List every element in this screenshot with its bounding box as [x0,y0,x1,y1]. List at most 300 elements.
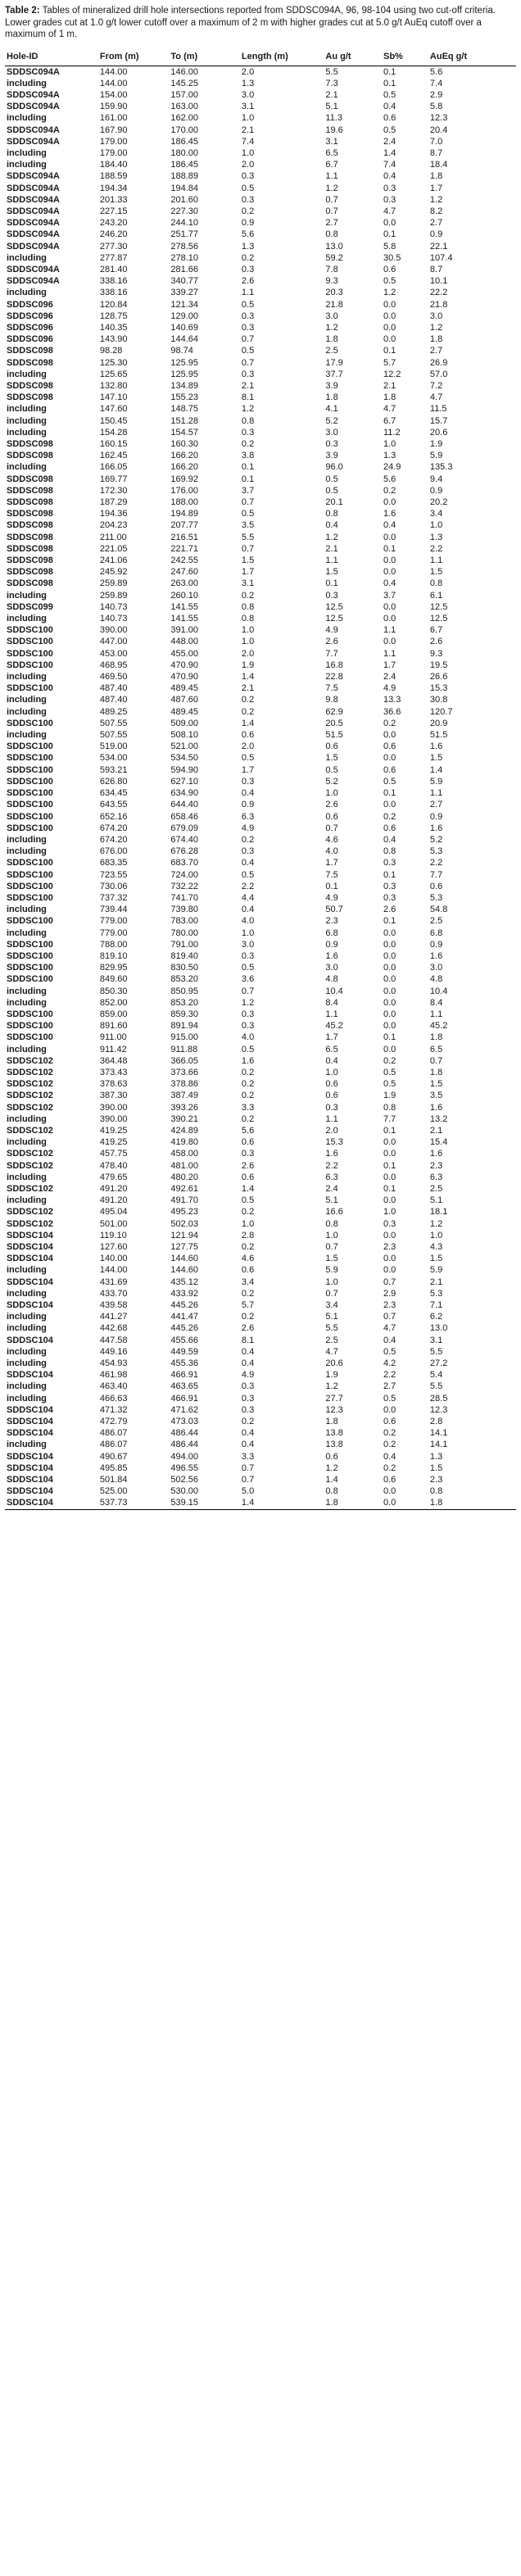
cell-to: 911.88 [170,1044,198,1054]
table-row [5,648,516,660]
cell-sb: 0.5 [383,1393,396,1404]
table-row [5,543,516,555]
cell-sb: 0.8 [383,846,396,857]
cell-length: 0.2 [241,695,255,705]
cell-sb: 0.0 [383,974,396,985]
cell-au: 0.6 [325,1091,338,1101]
cell-length: 0.9 [241,218,255,229]
table-row [5,1218,516,1230]
cell-to: 470.90 [170,672,199,683]
cell-sb: 0.5 [383,1346,396,1357]
table-row [5,183,516,194]
table-row [5,1090,516,1101]
cell-length: 0.6 [241,1265,255,1276]
table-row [5,1148,516,1159]
cell-sb: 0.0 [383,614,396,624]
cell-length: 3.4 [241,1277,255,1287]
cell-to: 470.90 [170,660,199,670]
table-row [5,613,516,624]
cell-to: 160.30 [170,439,199,449]
table-row [5,170,516,182]
cell-au: 3.0 [325,427,338,438]
cell-to: 180.00 [170,147,199,158]
cell-to: 530.00 [170,1486,199,1497]
cell-au: 6.5 [325,1044,338,1054]
cell-length: 0.2 [241,252,255,263]
cell-au: 0.1 [325,881,338,891]
cell-length: 1.4 [241,672,255,683]
cell-aueq: 20.2 [429,497,448,508]
cell-length: 0.7 [241,334,255,345]
table-row [5,857,516,868]
cell-to: 141.55 [170,614,199,624]
cell-length: 1.3 [241,241,255,252]
cell-au: 0.8 [325,1486,338,1497]
cell-from: 98.28 [99,346,123,356]
cell-from: 490.67 [99,1451,128,1462]
cell-to: 260.10 [170,590,199,601]
cell-hole-id: SDDSC098 [7,567,53,578]
cell-hole-id: SDDSC094A [7,125,60,135]
cell-hole-id: SDDSC098 [7,532,53,542]
cell-hole-id: SDDSC102 [7,1184,53,1194]
cell-from: 852.00 [99,997,128,1008]
cell-to: 683.70 [170,858,199,868]
cell-aueq: 3.1 [429,1335,443,1345]
cell-from: 125.65 [99,369,128,379]
cell-from: 626.80 [99,776,128,787]
cell-sb: 1.0 [383,439,396,449]
cell-sb: 2.4 [383,136,396,147]
cell-length: 1.0 [241,1218,255,1229]
cell-to: 819.40 [170,950,199,961]
cell-hole-id: including [7,706,47,717]
cell-from: 507.55 [99,730,128,741]
cell-au: 0.3 [325,1102,338,1113]
cell-hole-id: including [7,1288,47,1299]
cell-aueq: 13.2 [429,1113,448,1124]
cell-from: 390.00 [99,1102,128,1113]
cell-au: 6.7 [325,160,338,170]
cell-length: 0.2 [241,1113,255,1124]
cell-sb: 0.5 [383,776,396,787]
cell-length: 3.3 [241,1451,255,1462]
cell-to: 627.10 [170,776,199,787]
cell-length: 3.1 [241,578,255,589]
cell-length: 0.6 [241,730,255,741]
cell-length: 0.3 [241,1021,255,1032]
cell-hole-id: SDDSC100 [7,718,53,728]
cell-hole-id: SDDSC094A [7,66,60,77]
cell-hole-id: including [7,1044,47,1054]
cell-from: 486.07 [99,1428,128,1439]
cell-sb: 2.7 [383,1381,396,1392]
cell-length: 3.0 [241,89,255,100]
cell-length: 0.7 [241,1463,255,1473]
cell-from: 643.55 [99,800,128,810]
table-row [5,264,516,275]
table-row [5,275,516,287]
cell-length: 0.4 [241,1358,255,1369]
cell-aueq: 6.5 [429,1044,443,1054]
header-hole-id: Hole-ID [5,48,98,66]
cell-length: 0.3 [241,311,255,321]
cell-aueq: 26.9 [429,357,448,368]
cell-sb: 7.4 [383,160,396,170]
cell-aueq: 5.5 [429,1381,443,1392]
cell-aueq: 5.6 [429,66,443,77]
cell-length: 8.1 [241,1335,255,1345]
cell-au: 15.3 [325,1137,343,1148]
cell-hole-id: SDDSC104 [7,1486,53,1497]
cell-from: 143.90 [99,334,128,345]
cell-au: 37.7 [325,369,343,379]
table-row [5,869,516,881]
cell-length: 1.0 [241,625,255,636]
cell-hole-id: SDDSC104 [7,1300,53,1311]
cell-sb: 0.2 [383,1440,396,1450]
cell-sb: 0.8 [383,1102,396,1113]
cell-au: 1.2 [325,322,338,333]
table-row [5,125,516,136]
cell-au: 13.8 [325,1440,343,1450]
cell-length: 0.4 [241,1346,255,1357]
table-row [5,229,516,240]
cell-sb: 0.4 [383,520,396,531]
cell-aueq: 1.5 [429,1254,443,1264]
cell-length: 1.1 [241,288,255,298]
cell-to: 455.66 [170,1335,199,1345]
table-row [5,485,516,497]
cell-to: 739.80 [170,905,199,915]
cell-from: 419.25 [99,1137,128,1148]
cell-to: 145.25 [170,78,199,88]
cell-au: 0.7 [325,823,338,833]
cell-au: 1.0 [325,1230,338,1240]
cell-au: 1.5 [325,567,338,578]
cell-to: 480.20 [170,1172,199,1182]
cell-hole-id: including [7,415,47,426]
cell-length: 2.8 [241,1230,255,1240]
cell-from: 507.55 [99,718,128,728]
cell-length: 0.2 [241,1067,255,1077]
cell-aueq: 1.8 [429,334,443,345]
cell-sb: 1.4 [383,147,396,158]
cell-aueq: 1.5 [429,1463,443,1473]
cell-hole-id: SDDSC104 [7,1428,53,1439]
cell-to: 502.03 [170,1218,199,1229]
cell-length: 0.3 [241,1149,255,1159]
table-row [5,1032,516,1043]
cell-length: 1.7 [241,567,255,578]
cell-sb: 1.2 [383,288,396,298]
cell-sb: 24.9 [383,462,401,473]
cell-aueq: 1.3 [429,532,443,542]
cell-sb: 0.0 [383,1172,396,1182]
cell-aueq: 3.0 [429,311,443,321]
cell-from: 172.30 [99,485,128,496]
table-row [5,973,516,985]
cell-length: 1.7 [241,764,255,775]
cell-au: 2.6 [325,637,338,647]
table-row [5,461,516,473]
cell-from: 147.60 [99,404,128,415]
cell-hole-id: SDDSC098 [7,485,53,496]
cell-hole-id: SDDSC102 [7,1091,53,1101]
cell-to: 676.28 [170,846,199,857]
cell-to: 489.45 [170,683,199,694]
cell-sb: 0.1 [383,66,396,77]
table-row [5,950,516,962]
table-row [5,1311,516,1322]
table-header-row [5,48,516,66]
cell-length: 0.1 [241,474,255,484]
cell-aueq: 45.2 [429,1021,448,1032]
cell-to: 521.00 [170,742,199,752]
cell-hole-id: including [7,672,47,683]
cell-from: 184.40 [99,160,128,170]
cell-aueq: 13.0 [429,1323,448,1334]
cell-au: 45.2 [325,1021,343,1032]
cell-to: 791.00 [170,939,199,950]
cell-to: 194.84 [170,183,199,193]
cell-au: 4.9 [325,892,338,903]
cell-length: 2.2 [241,881,255,891]
cell-hole-id: SDDSC098 [7,357,53,368]
cell-to: 424.89 [170,1125,199,1136]
cell-aueq: 12.5 [429,601,448,612]
cell-aueq: 2.3 [429,1160,443,1171]
cell-from: 227.15 [99,206,128,216]
cell-au: 1.0 [325,788,338,799]
cell-aueq: 6.3 [429,1172,443,1182]
cell-sb: 0.2 [383,811,396,822]
table-row [5,403,516,415]
cell-length: 0.3 [241,322,255,333]
cell-aueq: 7.1 [429,1300,443,1311]
cell-hole-id: SDDSC100 [7,892,53,903]
cell-length: 0.5 [241,509,255,519]
cell-from: 471.32 [99,1404,128,1415]
cell-to: 486.44 [170,1428,199,1439]
cell-sb: 0.0 [383,311,396,321]
cell-hole-id: SDDSC102 [7,1125,53,1136]
cell-hole-id: SDDSC100 [7,764,53,775]
cell-length: 0.4 [241,905,255,915]
cell-hole-id: SDDSC096 [7,322,53,333]
cell-from: 737.32 [99,892,128,903]
cell-hole-id: SDDSC098 [7,474,53,484]
cell-aueq: 1.5 [429,1079,443,1090]
cell-aueq: 4.3 [429,1242,443,1253]
cell-hole-id: including [7,252,47,263]
cell-length: 0.6 [241,1172,255,1182]
table-row [5,881,516,892]
cell-from: 188.59 [99,171,128,182]
cell-from: 120.84 [99,299,128,310]
cell-aueq: 3.5 [429,1091,443,1101]
cell-aueq: 5.3 [429,892,443,903]
cell-sb: 5.8 [383,241,396,252]
cell-to: 502.56 [170,1475,199,1485]
cell-to: 278.10 [170,252,199,263]
cell-sb: 0.0 [383,334,396,345]
table-row [5,1078,516,1090]
cell-hole-id: SDDSC100 [7,637,53,647]
cell-length: 0.9 [241,800,255,810]
cell-from: 387.30 [99,1091,128,1101]
cell-au: 19.6 [325,125,343,135]
cell-aueq: 5.5 [429,1346,443,1357]
cell-au: 20.6 [325,1358,343,1369]
table-row [5,1381,516,1392]
cell-hole-id: SDDSC094A [7,194,60,205]
cell-hole-id: SDDSC102 [7,1218,53,1229]
cell-from: 634.45 [99,788,128,799]
cell-length: 4.0 [241,916,255,927]
cell-to: 169.92 [170,474,199,484]
cell-from: 819.10 [99,950,128,961]
cell-to: 155.23 [170,392,199,403]
cell-hole-id: SDDSC102 [7,1149,53,1159]
table-row [5,136,516,147]
cell-length: 0.8 [241,601,255,612]
cell-aueq: 2.9 [429,89,443,100]
cell-hole-id: SDDSC102 [7,1055,53,1066]
cell-to: 127.75 [170,1242,199,1253]
cell-aueq: 15.7 [429,415,448,426]
cell-aueq: 5.8 [429,102,443,112]
cell-hole-id: SDDSC098 [7,392,53,403]
cell-hole-id: including [7,846,47,857]
cell-sb: 0.6 [383,113,396,124]
header-aueq: AuEq g/t [428,48,516,66]
cell-to: 783.00 [170,916,199,927]
table-row [5,392,516,403]
cell-length: 2.0 [241,66,255,77]
cell-from: 166.05 [99,462,128,473]
cell-to: 378.86 [170,1079,199,1090]
cell-au: 11.3 [325,113,342,124]
cell-to: 242.55 [170,556,199,566]
cell-length: 5.5 [241,532,255,542]
cell-length: 3.0 [241,939,255,950]
cell-from: 479.65 [99,1172,128,1182]
cell-hole-id: SDDSC104 [7,1370,53,1381]
cell-from: 144.00 [99,1265,128,1276]
cell-sb: 0.0 [383,497,396,508]
cell-to: 455.36 [170,1358,199,1369]
table-row [5,578,516,589]
cell-sb: 0.6 [383,823,396,833]
cell-length: 1.0 [241,637,255,647]
cell-au: 7.7 [325,648,338,659]
cell-from: 457.75 [99,1149,128,1159]
cell-to: 859.30 [170,1009,199,1019]
cell-length: 0.3 [241,171,255,182]
cell-au: 0.5 [325,474,338,484]
cell-to: 473.03 [170,1417,199,1427]
cell-hole-id: SDDSC094A [7,276,60,287]
table-row [5,718,516,729]
cell-sb: 2.3 [383,1242,396,1253]
table-row [5,1172,516,1183]
cell-to: 594.90 [170,764,199,775]
header-sb: Sb% [382,48,428,66]
cell-hole-id: including [7,1195,47,1206]
cell-hole-id: SDDSC100 [7,1032,53,1043]
cell-hole-id: including [7,1358,47,1369]
cell-aueq: 10.4 [429,986,448,996]
cell-length: 0.4 [241,1440,255,1450]
cell-au: 8.4 [325,997,338,1008]
table-row [5,927,516,939]
cell-au: 2.5 [325,346,338,356]
cell-to: 144.64 [170,334,199,345]
cell-aueq: 2.2 [429,858,443,868]
cell-au: 1.8 [325,392,338,403]
cell-length: 0.3 [241,950,255,961]
table-row [5,834,516,846]
cell-hole-id: SDDSC104 [7,1230,53,1240]
cell-length: 1.4 [241,718,255,728]
cell-sb: 0.0 [383,556,396,566]
table-row [5,1335,516,1346]
cell-length: 0.5 [241,299,255,310]
cell-length: 4.9 [241,823,255,833]
cell-hole-id: including [7,1312,47,1322]
cell-hole-id: including [7,1265,47,1276]
cell-hole-id: SDDSC104 [7,1463,53,1473]
cell-aueq: 28.5 [429,1393,448,1404]
cell-from: 674.20 [99,823,128,833]
cell-hole-id: including [7,462,47,473]
cell-from: 433.70 [99,1288,128,1299]
cell-to: 188.89 [170,171,199,182]
cell-hole-id: SDDSC100 [7,753,53,764]
cell-aueq: 1.6 [429,1102,443,1113]
cell-sb: 0.0 [383,637,396,647]
cell-to: 463.65 [170,1381,199,1392]
cell-to: 141.55 [170,601,199,612]
table-row [5,764,516,776]
cell-from: 519.00 [99,742,128,752]
table-row [5,671,516,683]
cell-length: 0.3 [241,1404,255,1415]
cell-to: 188.00 [170,497,199,508]
header-au: Au g/t [324,48,382,66]
cell-to: 390.21 [170,1113,199,1124]
cell-from: 674.20 [99,834,128,845]
cell-from: 179.00 [99,147,128,158]
table-row [5,532,516,543]
cell-aueq: 18.4 [429,160,448,170]
table-row [5,1044,516,1055]
cell-aueq: 14.1 [429,1440,448,1450]
cell-sb: 1.8 [383,392,396,403]
table-row [5,1113,516,1125]
cell-sb: 2.6 [383,905,396,915]
table-row [5,601,516,613]
cell-au: 1.8 [324,1497,382,1509]
cell-sb: 0.3 [383,194,396,205]
cell-au: 5.1 [325,1195,338,1206]
cell-to: 466.91 [170,1370,199,1381]
cell-to: 278.56 [170,241,199,252]
table-row [5,1277,516,1288]
cell-hole-id: SDDSC104 [7,1335,53,1345]
table-row [5,787,516,799]
